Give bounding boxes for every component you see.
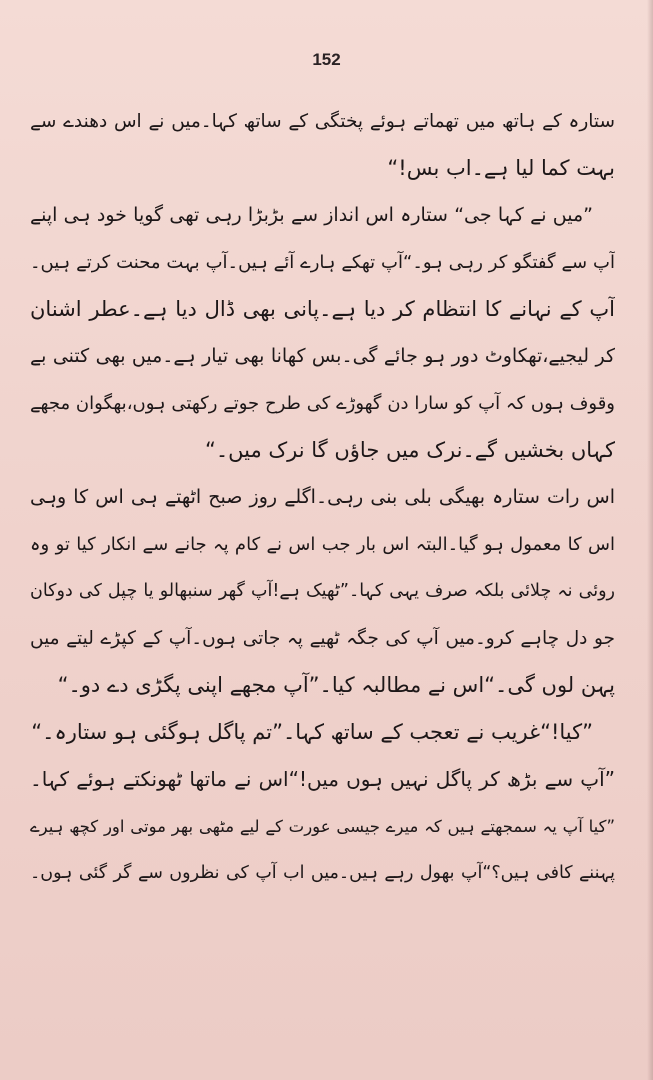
text-line-16: ”کیا آپ یہ سمجھتے ہیں کہ میرے جیسی عورت کے لیے مٹھی بھر موتی اور کچھ ہیرے <box>30 817 615 836</box>
text-line-9: اس رات ستارہ بھیگی بلی بنی رہی۔اگلے روز صبح اٹھتے ہی اس کا وہی <box>30 486 615 508</box>
text-line-2: بہت کما لیا ہے۔اب بس!“ <box>387 156 615 180</box>
text-line-14: ”کیا!“غریب نے تعجب کے ساتھ کہا۔”تم پاگل ہوگئی ہو ستارہ۔“ <box>31 720 593 744</box>
text-line-17: پہننے کافی ہیں؟“آپ بھول رہے ہیں۔میں اب آپ کی نظروں سے گر گئی ہوں۔ <box>30 863 615 883</box>
page-edge-shadow <box>647 0 653 1080</box>
text-line-13: پہن لوں گی۔“اس نے مطالبہ کیا۔”آپ مجھے اپنی پگڑی دے دو۔“ <box>57 673 615 697</box>
text-line-3: ”میں نے کہا جی“ ستارہ اس انداز سے بڑبڑا رہی تھی گویا خود ہی اپنے <box>30 204 593 226</box>
text-line-6: کر لیجیے،تھکاوٹ دور ہو جائے گی۔بس کھانا بھی تیار ہے۔میں بھی کتنی بے <box>30 345 615 367</box>
text-line-10: اس کا معمول ہو گیا۔البتہ اس بار جب اس نے کام پہ جانے سے انکار کیا تو وہ <box>30 534 615 555</box>
text-line-8: کہاں بخشیں گے۔نرک میں جاؤں گا نرک میں۔“ <box>204 438 615 462</box>
body-text <box>30 98 615 897</box>
text-line-11: روئی نہ چلائی بلکہ صرف یہی کہا۔”ٹھیک ہے!آپ گھر سنبھالو یا چپل کی دوکان <box>30 581 615 601</box>
page-number: 152 <box>312 50 341 69</box>
text-line-15: ”آپ سے بڑھ کر پاگل نہیں ہوں میں!“اس نے ماتھا ٹھونکتے ہوئے کہا۔ <box>30 767 615 791</box>
text-line-7: وقوف ہوں کہ آپ کو سارا دن گھوڑے کی طرح جوتے رکھتی ہوں،بھگوان مجھے <box>30 393 615 414</box>
text-line-12: جو دل چاہے کرو۔میں آپ کی جگہ ٹھیے پہ جاتی ہوں۔آپ کے کپڑے لیتے میں <box>30 628 615 649</box>
text-line-4: آپ سے گفتگو کر رہی ہو۔“آپ تھکے ہارے آئے ہیں۔آپ بہت محنت کرتے ہیں۔ <box>30 252 615 273</box>
text-line-1: ستارہ کے ہاتھ میں تھماتے ہوئے پختگی کے ساتھ کہا۔میں نے اس دھندے سے <box>30 111 615 132</box>
text-line-5: آپ کے نہانے کا انتظام کر دیا ہے۔پانی بھی ڈال دیا ہے۔عطر اشنان <box>30 297 615 321</box>
